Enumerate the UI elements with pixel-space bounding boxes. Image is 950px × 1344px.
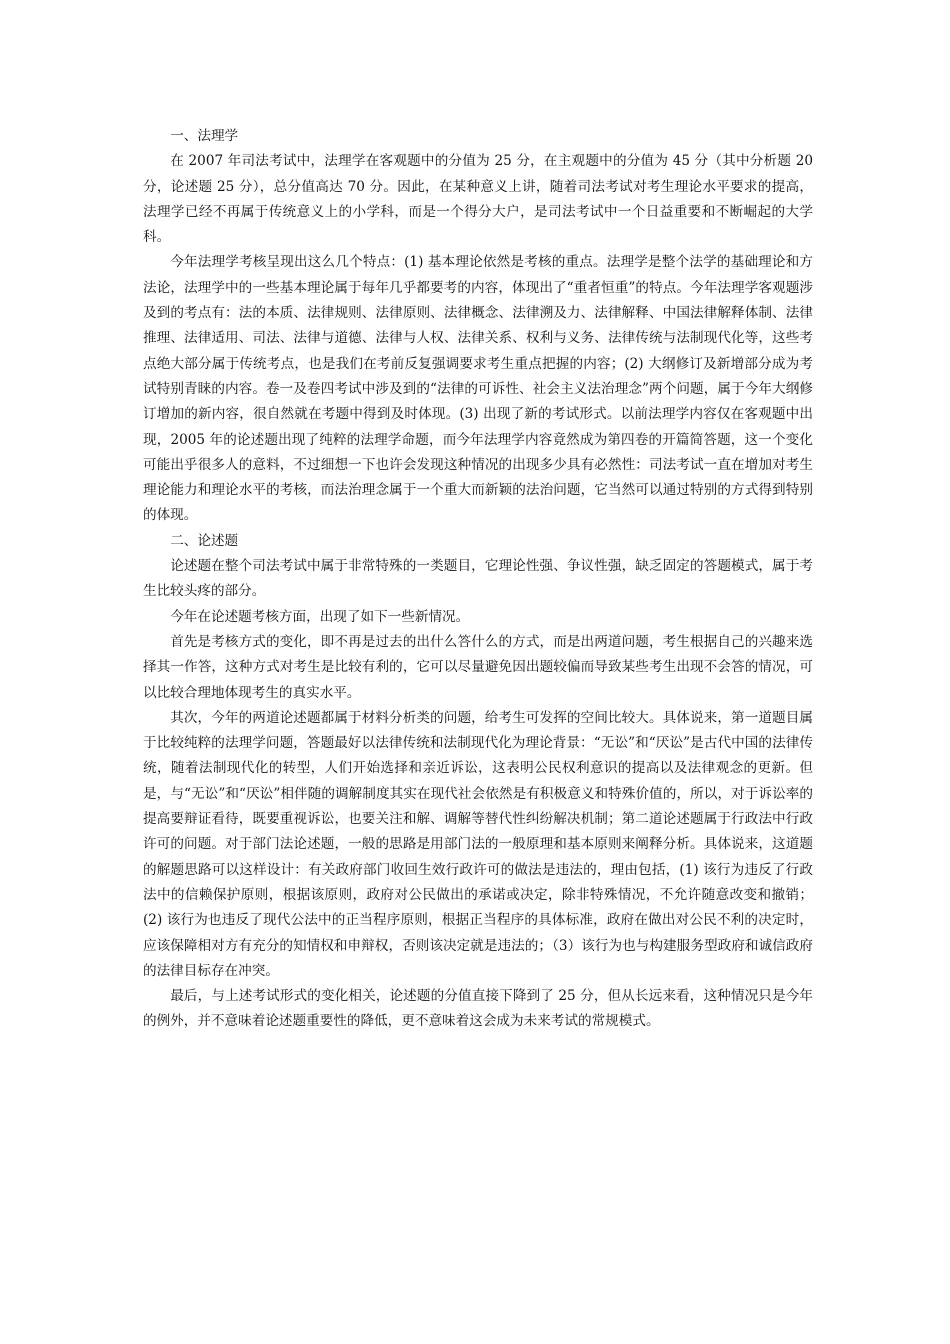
section-jurisprudence bbox=[143, 124, 813, 529]
paragraph: 论述题在整个司法考试中属于非常特殊的一类题目，它理论性强、争议性强，缺乏固定的答题模式，属于考生比较头疼的部分。 bbox=[143, 558, 813, 600]
document-body bbox=[143, 124, 813, 1035]
section-heading: 一、法理学 bbox=[170, 128, 239, 144]
paragraph: 今年法理学考核呈现出这么几个特点：(1) 基本理论依然是考核的重点。法理学是整个法学的基础理论和方法论，法理学中的一些基本理论属于每年几乎都要考的内容，体现出了“重者恒重”的特点。今年法理学客观题涉及到的考点有：法的本质、法律规则、法律原则、法律概念、法律溯及力、法律解释、中国法律解释体制、法律推理、法律适用、司法、法律与道德、法律与人权、法律关系、权利与义务、法律传统与法制现代化等，这些考点绝大部分属于传统考点，也是我们在考前反复强调要求考生重点把握的内容；(2) 大纲修订及新增部分成为考试特别青睐的内容。卷一及卷四考试中涉及到的“法律的可诉性、社会主义法治理念”两个问题，属于今年大纲修订增加的新内容，很自然就在考题中得到及时体现。(3) 出现了新的考试形式。以前法理学内容仅在客观题中出现，2005 年的论述题出现了纯粹的法理学命题，而今年法理学内容竟然成为第四卷的开篇简答题，这一个变化可能出乎很多人的意料，不过细想一下也许会发现这种情况的出现多少具有必然性：司法考试一直在增加对考生理论能力和理论水平的考核，而法治理念属于一个重大而新颖的法治问题，它当然可以通过特别的方式得到特别的体现。 bbox=[143, 254, 813, 524]
section-essay-questions bbox=[143, 529, 813, 1035]
paragraph: 在 2007 年司法考试中，法理学在客观题中的分值为 25 分，在主观题中的分值为 45 分（其中分析题 20 分，论述题 25 分），总分值高达 70 分。因此，在某种意义上讲，随着司法考试对考生理论水平要求的提高，法理学已经不再属于传统意义上的小学科，而是一个得分大户，是司法考试中一个日益重要和不断崛起的大学科。 bbox=[143, 153, 813, 246]
paragraph: 最后，与上述考试形式的变化相关，论述题的分值直接下降到了 25 分，但从长远来看，这种情况只是今年的例外，并不意味着论述题重要性的降低，更不意味着这会成为未来考试的常规模式。 bbox=[143, 988, 813, 1030]
paragraph: 今年在论述题考核方面，出现了如下一些新情况。 bbox=[170, 608, 470, 625]
paragraph: 首先是考核方式的变化，即不再是过去的出什么答什么的方式，而是出两道问题，考生根据自己的兴趣来选择其一作答，这种方式对考生是比较有利的，它可以尽量避免因出题较偏而导致某些考生出现不会答的情况，可以比较合理地体现考生的真实水平。 bbox=[143, 633, 813, 701]
paragraph: 其次，今年的两道论述题都属于材料分析类的问题，给考生可发挥的空间比较大。具体说来，第一道题目属于比较纯粹的法理学问题，答题最好以法律传统和法制现代化为理论背景：“无讼”和“厌讼”是古代中国的法律传统，随着法制现代化的转型，人们开始选择和亲近诉讼，这表明公民权利意识的提高以及法律观念的更新。但是，与“无讼”和“厌讼”相伴随的调解制度其实在现代社会依然是有积极意义和特殊价值的，所以，对于诉讼率的提高要辩证看待，既要重视诉讼，也要关注和解、调解等替代性纠纷解决机制；第二道论述题属于行政法中行政许可的问题。对于部门法论述题，一般的思路是用部门法的一般原理和基本原则来阐释分析。具体说来，这道题的解题思路可以这样设计：有关政府部门收回生效行政许可的做法是违法的，理由包括，(1) 该行为违反了行政法中的信赖保护原则，根据该原则，政府对公民做出的承诺或决定，除非特殊情况，不允许随意改变和撤销；(2) 该行为也违反了现代公法中的正当程序原则，根据正当程序的具体标准，政府在做出对公民不利的决定时，应该保障相对方有充分的知情权和申辩权，否则该决定就是违法的；（3）该行为也与构建服务型政府和诚信政府的法律目标存在冲突。 bbox=[143, 709, 813, 979]
section-heading: 二、论述题 bbox=[170, 532, 239, 549]
